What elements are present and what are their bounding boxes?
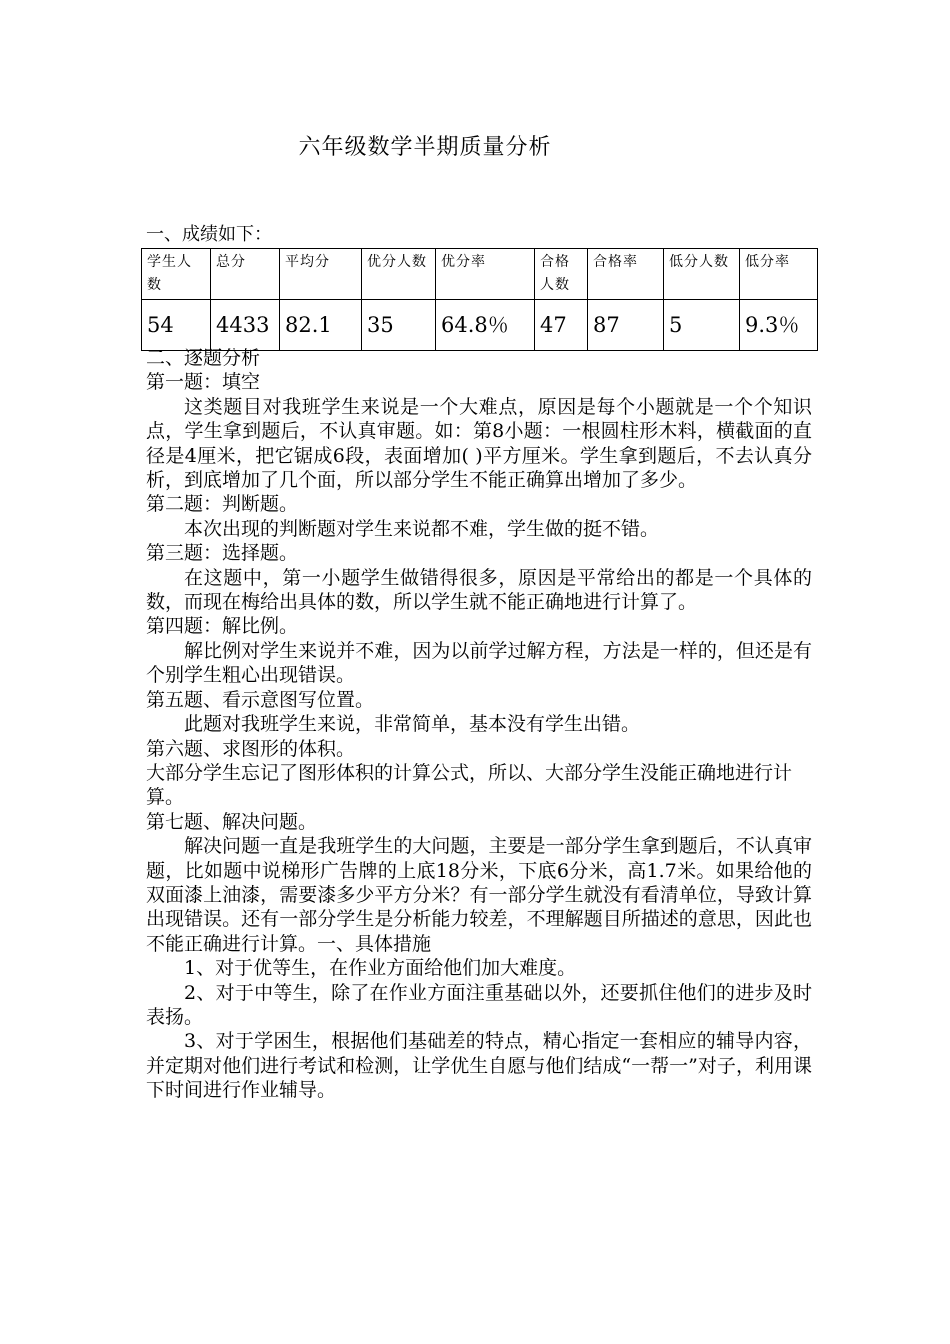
value-cell: 64.8％ <box>436 300 535 351</box>
value-cell: 35 <box>362 300 436 351</box>
body-paragraph: 本次出现的判断题对学生来说都不难，学生做的挺不错。 <box>184 517 660 540</box>
body-paragraph: 此题对我班学生来说，非常简单，基本没有学生出错。 <box>184 713 641 736</box>
section-heading-scores: 一、成绩如下： <box>146 224 272 245</box>
body-paragraph: 在这题中，第一小题学生做错得很多，原因是平常给出的都是一个具体的数，而现在梅给出具体的数，所以学生就不能正确地进行计算了。 <box>146 566 812 614</box>
analysis-body <box>146 346 812 1103</box>
header-cell: 低分率 <box>740 249 818 300</box>
body-heading: 第一题：填空 <box>146 371 261 394</box>
body-paragraph: 解比例对学生来说并不难，因为以前学过解方程，方法是一样的，但还是有个别学生粗心出现错误。 <box>146 639 812 687</box>
body-heading: 第六题、求图形的体积。 <box>146 737 356 760</box>
body-heading: 第二题：判断题。 <box>146 493 299 516</box>
body-heading: 二、逐题分析 <box>146 347 261 369</box>
scores-table <box>141 248 818 351</box>
header-cell: 合格率 <box>588 249 664 300</box>
body-paragraph: 2、对于中等生，除了在作业方面注重基础以外，还要抓住他们的进步及时表扬。 <box>146 981 812 1028</box>
body-paragraph: 3、对于学困生，根据他们基础差的特点，精心指定一套相应的辅导内容，并定期对他们进行考试和检测，让学优生自愿与他们结成“一帮一”对子，利用课下时间进行作业辅导。 <box>146 1030 812 1102</box>
header-cell: 平均分 <box>280 249 362 300</box>
value-cell: 4433 <box>211 300 280 351</box>
body-heading: 第七题、解决问题。 <box>146 810 318 833</box>
header-cell: 优分人数 <box>362 249 436 300</box>
header-cell: 学生人数 <box>142 249 211 300</box>
body-heading: 大部分学生忘记了图形体积的计算公式，所以、大部分学生没能正确地进行计算。 <box>146 761 793 809</box>
header-cell: 合格人数 <box>535 249 588 300</box>
body-paragraph: 解决问题一直是我班学生的大问题，主要是一部分学生拿到题后，不认真审题，比如题中说梯形广告牌的上底18分米，下底6分米，高1.7米。如果给他的双面漆上油漆，需要漆多少平方分米？有一部分学生就没有看清单位，导致计算出现错误。还有一部分学生是分析能力较差，不理解题目所描述的意思，因此也不能正确进行计算。一、具体措施 <box>146 835 812 955</box>
body-paragraph: 1、对于优等生，在作业方面给他们加大难度。 <box>184 957 577 980</box>
header-cell: 优分率 <box>436 249 535 300</box>
body-heading: 第五题、看示意图写位置。 <box>146 688 375 711</box>
header-cell: 总分 <box>211 249 280 300</box>
body-heading: 第四题：解比例。 <box>146 615 299 638</box>
value-cell: 82.1 <box>280 300 362 351</box>
value-cell: 54 <box>142 300 211 351</box>
table-header-row <box>142 249 818 300</box>
table-value-row <box>142 300 818 351</box>
value-cell: 47 <box>535 300 588 351</box>
header-cell: 低分人数 <box>664 249 740 300</box>
value-cell: 9.3％ <box>740 300 818 351</box>
value-cell: 5 <box>664 300 740 351</box>
body-paragraph: 这类题目对我班学生来说是一个大难点，原因是每个小题就是一个个知识点，学生拿到题后，不认真审题。如：第8小题：一根圆柱形木料，横截面的直径是4厘米，把它锯成6段，表面增加( )平方厘米。学生拿到题后，不去认真分析，到底增加了几个面，所以部分学生不能正确算出增加了多少。 <box>146 395 812 492</box>
value-cell: 87 <box>588 300 664 351</box>
body-heading: 第三题：选择题。 <box>146 542 299 565</box>
document-title: 六年级数学半期质量分析 <box>298 135 552 160</box>
